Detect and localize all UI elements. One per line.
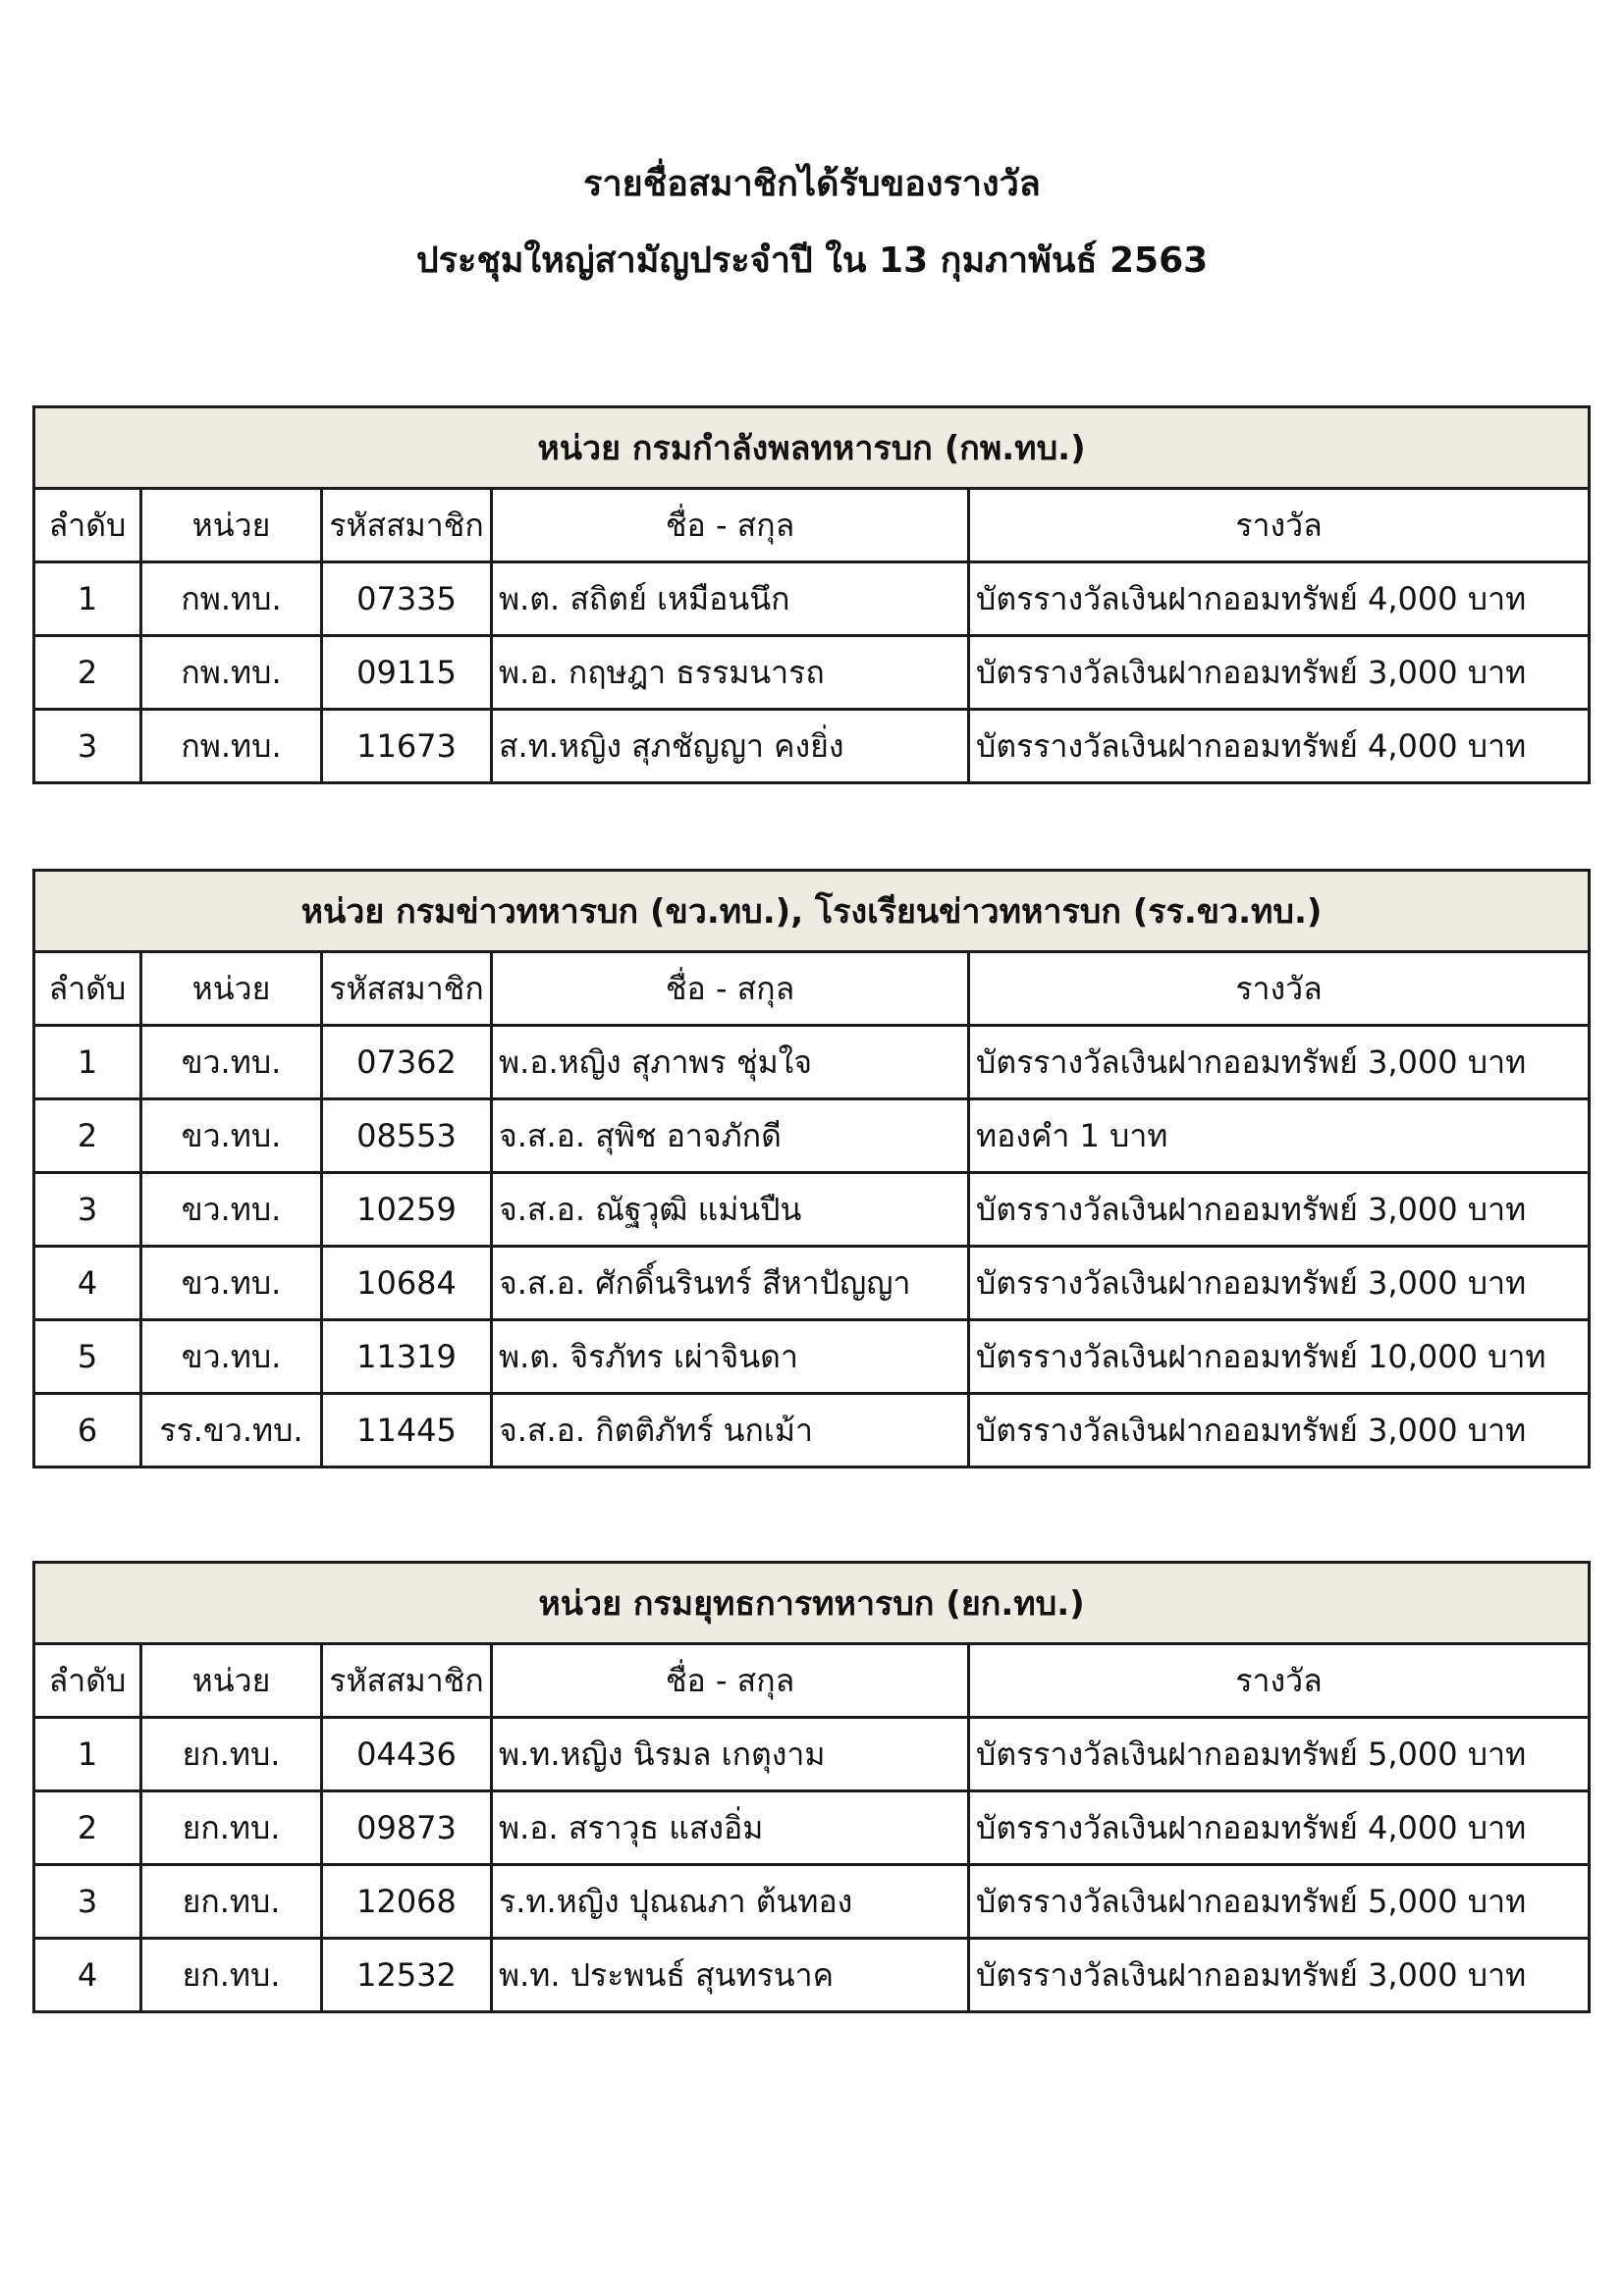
col-header-order: ลำดับ (34, 489, 141, 562)
cell-name: พ.ท.หญิง นิรมล เกตุงาม (492, 1718, 969, 1791)
cell-member-id: 04436 (322, 1718, 492, 1791)
cell-member-id: 07335 (322, 562, 492, 636)
cell-member-id: 12068 (322, 1865, 492, 1939)
table-row (34, 1026, 1590, 1099)
cell-order: 1 (34, 1718, 141, 1791)
table-row (34, 1099, 1590, 1173)
col-header-unit: หน่วย (141, 1644, 322, 1718)
cell-prize: บัตรรางวัลเงินฝากออมทรัพย์ 5,000 บาท (969, 1865, 1590, 1939)
cell-member-id: 10684 (322, 1247, 492, 1320)
section-header: หน่วย กรมกำลังพลทหารบก (กพ.ทบ.) (34, 407, 1590, 489)
cell-prize: บัตรรางวัลเงินฝากออมทรัพย์ 4,000 บาท (969, 1791, 1590, 1865)
cell-prize: ทองคำ 1 บาท (969, 1099, 1590, 1173)
col-header-order: ลำดับ (34, 952, 141, 1026)
cell-name: จ.ส.อ. สุพิช อาจภักดี (492, 1099, 969, 1173)
col-header-member-id: รหัสสมาชิก (322, 952, 492, 1026)
column-header-row (34, 489, 1590, 562)
cell-unit: ขว.ทบ. (141, 1026, 322, 1099)
section-header: หน่วย กรมยุทธการทหารบก (ยก.ทบ.) (34, 1563, 1590, 1644)
table-row (34, 1173, 1590, 1247)
cell-unit: ยก.ทบ. (141, 1865, 322, 1939)
cell-member-id: 09873 (322, 1791, 492, 1865)
cell-order: 3 (34, 710, 141, 783)
cell-order: 1 (34, 1026, 141, 1099)
cell-name: พ.ต. สถิตย์ เหมือนนึก (492, 562, 969, 636)
column-header-row (34, 1644, 1590, 1718)
cell-unit: ยก.ทบ. (141, 1718, 322, 1791)
cell-member-id: 07362 (322, 1026, 492, 1099)
cell-order: 2 (34, 1791, 141, 1865)
table-row (34, 636, 1590, 710)
cell-prize: บัตรรางวัลเงินฝากออมทรัพย์ 3,000 บาท (969, 636, 1590, 710)
section-personnel (32, 405, 1588, 784)
document-subtitle: ประชุมใหญ่สามัญประจำปี ใน 13 กุมภาพันธ์ 2563 (415, 240, 1209, 281)
cell-name: พ.อ. กฤษฎา ธรรมนารถ (492, 636, 969, 710)
cell-name: พ.อ. สราวุธ แสงอิ่ม (492, 1791, 969, 1865)
table-row (34, 710, 1590, 783)
cell-unit: กพ.ทบ. (141, 562, 322, 636)
cell-order: 6 (34, 1394, 141, 1468)
cell-name: จ.ส.อ. กิตติภัทร์ นกเม้า (492, 1394, 969, 1468)
cell-unit: กพ.ทบ. (141, 710, 322, 783)
cell-prize: บัตรรางวัลเงินฝากออมทรัพย์ 3,000 บาท (969, 1247, 1590, 1320)
cell-unit: ขว.ทบ. (141, 1247, 322, 1320)
col-header-name: ชื่อ - สกุล (492, 489, 969, 562)
table-row (34, 1865, 1590, 1939)
col-header-order: ลำดับ (34, 1644, 141, 1718)
cell-unit: ยก.ทบ. (141, 1791, 322, 1865)
cell-member-id: 09115 (322, 636, 492, 710)
cell-name: ร.ท.หญิง ปุณณภา ต้นทอง (492, 1865, 969, 1939)
col-header-member-id: รหัสสมาชิก (322, 1644, 492, 1718)
cell-member-id: 11673 (322, 710, 492, 783)
document-title: รายชื่อสมาชิกได้รับของรางวัล (583, 164, 1041, 204)
cell-order: 5 (34, 1320, 141, 1394)
section-operations (32, 1561, 1588, 2013)
cell-unit: ขว.ทบ. (141, 1099, 322, 1173)
cell-order: 4 (34, 1247, 141, 1320)
section-header: หน่วย กรมข่าวทหารบก (ขว.ทบ.), โรงเรียนข่าวทหารบก (รร.ขว.ทบ.) (34, 871, 1590, 952)
cell-name: ส.ท.หญิง สุภชัญญา คงยิ่ง (492, 710, 969, 783)
awards-table (32, 1561, 1591, 2013)
cell-order: 2 (34, 1099, 141, 1173)
table-row (34, 1394, 1590, 1468)
col-header-member-id: รหัสสมาชิก (322, 489, 492, 562)
cell-member-id: 08553 (322, 1099, 492, 1173)
cell-order: 1 (34, 562, 141, 636)
cell-member-id: 11445 (322, 1394, 492, 1468)
cell-name: จ.ส.อ. ณัฐวุฒิ แม่นปืน (492, 1173, 969, 1247)
column-header-row (34, 952, 1590, 1026)
cell-unit: รร.ขว.ทบ. (141, 1394, 322, 1468)
cell-prize: บัตรรางวัลเงินฝากออมทรัพย์ 3,000 บาท (969, 1939, 1590, 2012)
cell-prize: บัตรรางวัลเงินฝากออมทรัพย์ 10,000 บาท (969, 1320, 1590, 1394)
cell-name: พ.ต. จิรภัทร เผ่าจินดา (492, 1320, 969, 1394)
col-header-prize: รางวัล (969, 489, 1590, 562)
table-row (34, 1247, 1590, 1320)
cell-member-id: 10259 (322, 1173, 492, 1247)
col-header-unit: หน่วย (141, 489, 322, 562)
table-row (34, 562, 1590, 636)
col-header-prize: รางวัล (969, 952, 1590, 1026)
cell-member-id: 12532 (322, 1939, 492, 2012)
col-header-name: ชื่อ - สกุล (492, 952, 969, 1026)
cell-name: พ.อ.หญิง สุภาพร ชุ่มใจ (492, 1026, 969, 1099)
cell-order: 4 (34, 1939, 141, 2012)
cell-order: 3 (34, 1173, 141, 1247)
cell-unit: ขว.ทบ. (141, 1173, 322, 1247)
col-header-unit: หน่วย (141, 952, 322, 1026)
cell-prize: บัตรรางวัลเงินฝากออมทรัพย์ 4,000 บาท (969, 562, 1590, 636)
cell-name: จ.ส.อ. ศักดิ์นรินทร์ สีหาปัญญา (492, 1247, 969, 1320)
col-header-name: ชื่อ - สกุล (492, 1644, 969, 1718)
document-header (0, 157, 1624, 289)
cell-prize: บัตรรางวัลเงินฝากออมทรัพย์ 4,000 บาท (969, 710, 1590, 783)
cell-member-id: 11319 (322, 1320, 492, 1394)
table-row (34, 1939, 1590, 2012)
table-row (34, 1320, 1590, 1394)
cell-prize: บัตรรางวัลเงินฝากออมทรัพย์ 3,000 บาท (969, 1026, 1590, 1099)
cell-prize: บัตรรางวัลเงินฝากออมทรัพย์ 5,000 บาท (969, 1718, 1590, 1791)
cell-unit: ขว.ทบ. (141, 1320, 322, 1394)
cell-prize: บัตรรางวัลเงินฝากออมทรัพย์ 3,000 บาท (969, 1394, 1590, 1468)
cell-unit: ยก.ทบ. (141, 1939, 322, 2012)
table-row (34, 1718, 1590, 1791)
section-intelligence (32, 869, 1588, 1468)
cell-prize: บัตรรางวัลเงินฝากออมทรัพย์ 3,000 บาท (969, 1173, 1590, 1247)
awards-table (32, 405, 1591, 784)
cell-order: 3 (34, 1865, 141, 1939)
cell-order: 2 (34, 636, 141, 710)
table-row (34, 1791, 1590, 1865)
cell-unit: กพ.ทบ. (141, 636, 322, 710)
col-header-prize: รางวัล (969, 1644, 1590, 1718)
awards-table (32, 869, 1591, 1468)
cell-name: พ.ท. ประพนธ์ สุนทรนาค (492, 1939, 969, 2012)
